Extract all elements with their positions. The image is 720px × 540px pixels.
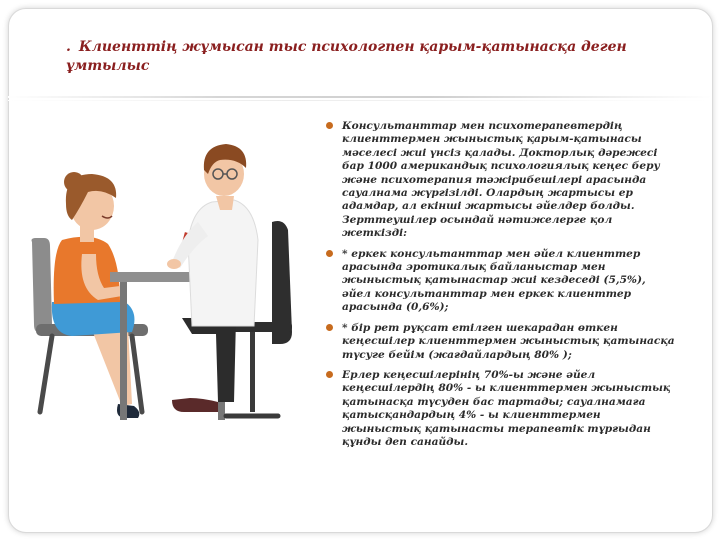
doctor-patient-consultation-illustration <box>22 112 322 432</box>
title-divider-shadow <box>8 100 712 101</box>
bullet-item: * еркек консультанттар мен әйел клиенттер арасында эротикалық байланыстар мен жыныстық қатынастар жиі кездеседі (5,5%), әйел консультанттар мен еркек клиенттер арасында (0,6%); <box>326 248 678 315</box>
slide-title <box>66 38 666 76</box>
bullet-item: * бір рет рұқсат етілген шекарадан өткен кеңесшілер клиенттермен жыныстық қатынасқа түсуге бейім (жағдайлардың 80% ); <box>326 322 678 362</box>
bullet-item: Консультанттар мен психотерапевтердің клиенттермен жыныстық қарым-қатынасы мәселесі жиі үнсіз қалады. Докторлық дәрежесі бар 1000 американдық психологиялық кеңес беру және психотерапия тәжірибешілері арасында сауалнама жүргізілді. Олардың жартысы ер адамдар, ал екінші жартысы әйелдер болды. Зерттеушілер осындай нәтижелерге қол жеткізді: <box>326 120 678 241</box>
bullet-item: Ерлер кеңесшілерінің 70%-ы және әйел кеңесшілердің 80% - ы клиенттермен жыныстық қатынасқа түсуден бас тартады; сауалнамаға қатысқандардың 4% - ы клиенттермен жыныстық қатынасты терапевтік тұрғыдан құнды деп санайды. <box>326 369 678 449</box>
title-text: Клиенттің жұмысан тыс психологпен қарым-қатынасқа деген ұмтылыс <box>66 39 627 74</box>
bullet-icon <box>326 250 333 257</box>
bullet-icon <box>326 324 333 331</box>
title-mark: . <box>66 39 71 55</box>
bullet-icon <box>326 371 333 378</box>
title-divider <box>8 96 712 98</box>
bullet-icon <box>326 122 333 129</box>
bullet-list <box>326 120 678 456</box>
